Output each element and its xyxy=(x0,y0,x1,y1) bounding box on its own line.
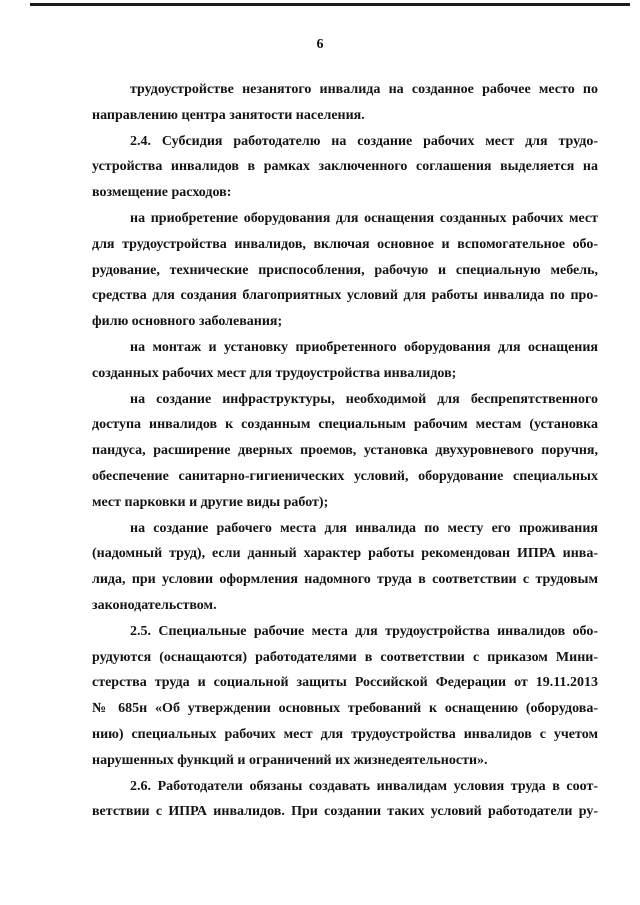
text-line: на приобретение оборудования для оснащения созданных рабочих мест xyxy=(130,210,598,226)
text-line: 2.6. Работодатели обязаны создавать инвалидам условия труда в соот- xyxy=(130,778,598,794)
text-line: мест парковки и другие виды работ); xyxy=(92,494,329,510)
text-line: 2.4. Субсидия работодателю на создание рабочих мест для трудо- xyxy=(130,133,598,149)
text-line: № 685н «Об утверждении основных требований к оснащению (оборудова- xyxy=(92,701,598,717)
text-line: возмещение расходов: xyxy=(92,185,232,201)
text-line: ветствии с ИПРА инвалидов. При создании таких условий работодатели ру- xyxy=(92,804,598,820)
text-line: созданных рабочих мест для трудоустройства инвалидов; xyxy=(92,365,457,381)
text-line: на создание рабочего места для инвалида по месту его проживания xyxy=(130,520,598,536)
page-number: 6 xyxy=(316,37,324,52)
text-line: нию) специальных рабочих мест для трудоустройства инвалидов с учетом xyxy=(92,726,598,742)
text-line: рудуются (оснащаются) работодателями в соответствии с приказом Мини- xyxy=(92,649,598,665)
text-line: нарушенных функций и ограничений их жизнедеятельности». xyxy=(92,752,488,768)
text-line: трудоустройстве незанятого инвалида на созданное рабочее место по xyxy=(130,82,598,97)
text-line: пандуса, расширение дверных проемов, установка двухуровневого поручня, xyxy=(92,443,598,459)
text-line: рудование, технические приспособления, рабочую и специальную мебель, xyxy=(92,262,598,278)
top-border-line xyxy=(30,3,630,6)
text-line: обеспечение санитарно-гигиенических условий, оборудование специальных xyxy=(92,468,598,484)
text-line: на монтаж и установку приобретенного оборудования для оснащения xyxy=(130,339,598,355)
text-line: доступа инвалидов к созданным специальным рабочим местам (установка xyxy=(92,417,598,433)
text-line: (надомный труд), если данный характер работы рекомендован ИПРА инва- xyxy=(92,546,598,562)
text-line: 2.5. Специальные рабочие места для трудоустройства инвалидов обо- xyxy=(130,623,598,639)
text-line: лида, при условии оформления надомного труда в соответствии с трудовым xyxy=(92,572,598,588)
text-line: направлению центра занятости населения. xyxy=(92,107,365,123)
text-line: на создание инфраструктуры, необходимой для беспрепятственного xyxy=(130,391,598,407)
text-line: для трудоустройства инвалидов, включая основное и вспомогательное обо- xyxy=(92,236,598,252)
text-line: филю основного заболевания; xyxy=(92,314,283,330)
text-line: законодательством. xyxy=(92,597,217,613)
text-line: стерства труда и социальной защиты Российской Федерации от 19.11.2013 xyxy=(92,675,598,691)
text-line: устройства инвалидов в рамках заключенного соглашения выделяется на xyxy=(92,159,598,175)
text-line: средства для создания благоприятных условий для работы инвалида по про- xyxy=(92,288,598,304)
document-body xyxy=(92,77,598,825)
